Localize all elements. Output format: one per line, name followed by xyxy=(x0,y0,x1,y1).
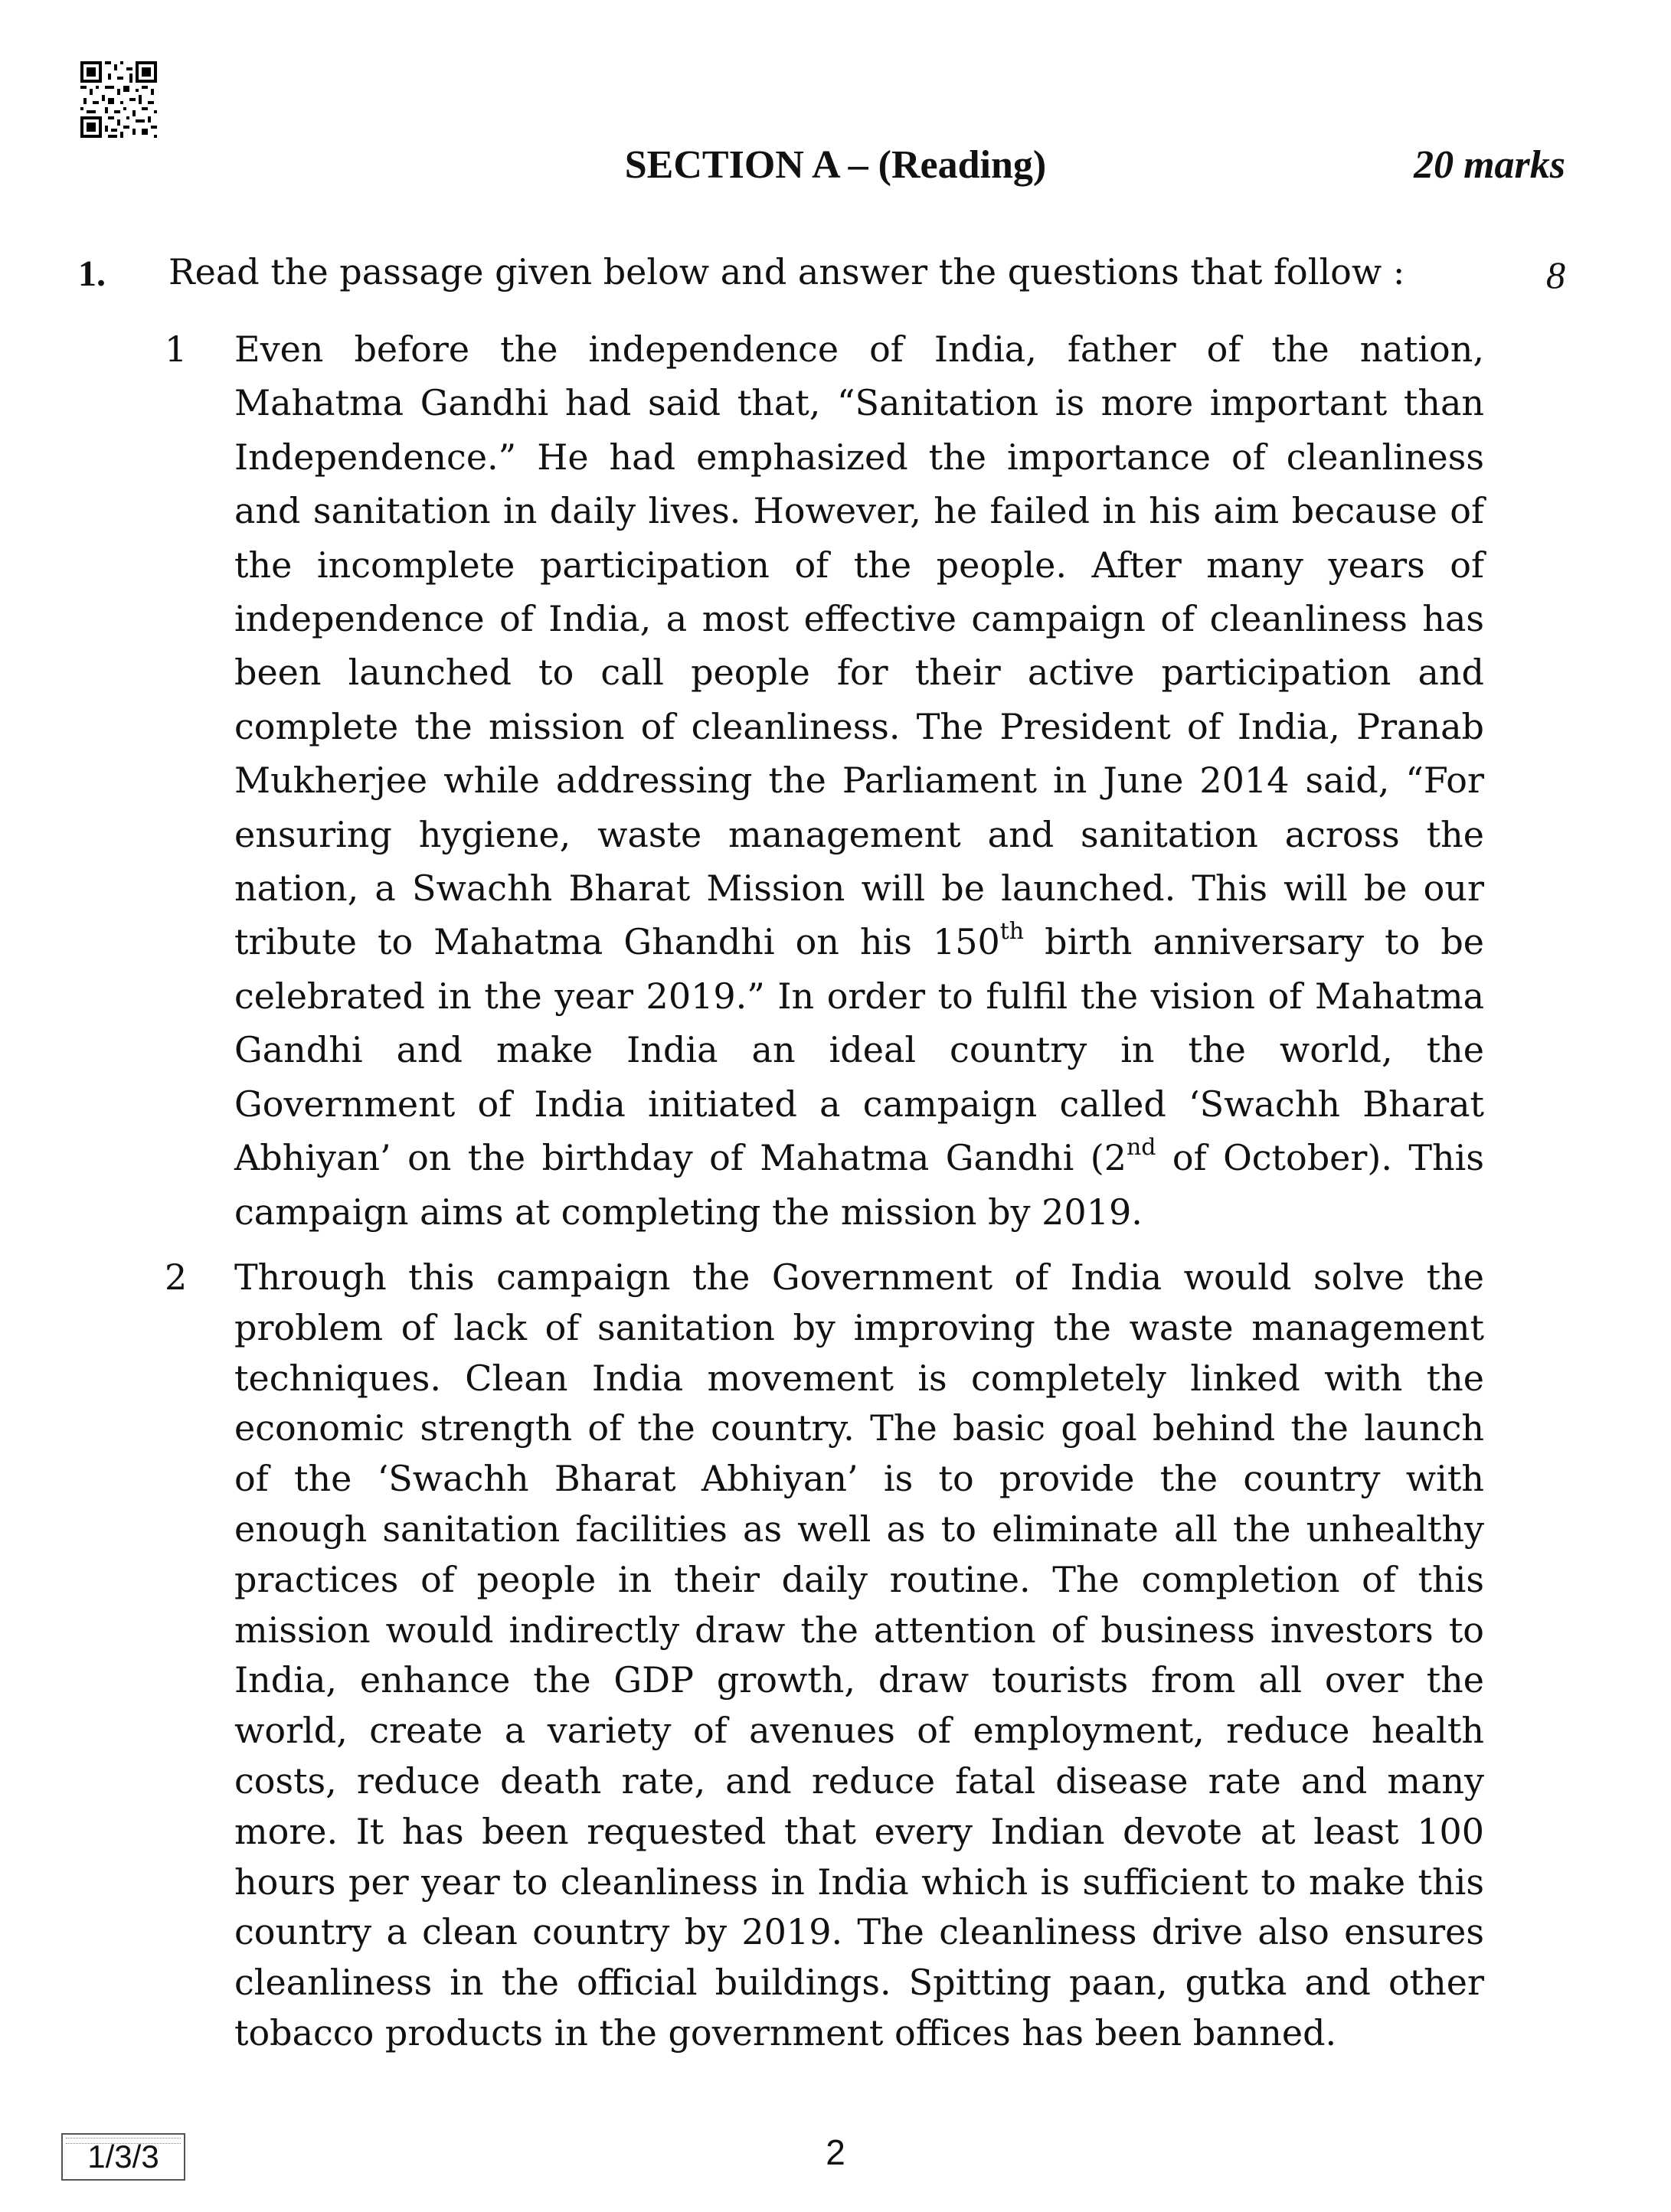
passage-paragraph-2: Through this campaign the Government of India would solve the problem of lack of sanitation by improving the waste management techniques. Clean India movement is completely linked with the economic strength of the country. The basic goal behind the launch of the ‘Swachh Bharat Abhiyan’ is to provide the country with enough sanitation facilities as well as to eliminate all the unhealthy practices of people in their daily routine. The completion of this mission would indirectly draw the attention of business investors to India, enhance the GDP growth, draw tourists from all over the world, create a variety of avenues of employment, reduce health costs, reduce death rate, and reduce fatal disease rate and many more. It has been requested that every Indian devote at least 100 hours per year to cleanliness in India which is sufficient to make this country a clean country by 2019. The cleanliness drive also ensures cleanliness in the official buildings. Spitting paan, gutka and other tobacco products in the government offices has been banned. xyxy=(234,1256,1484,2054)
question-marks: 8 xyxy=(1546,253,1565,296)
section-title: SECTION A – (Reading) xyxy=(624,143,1047,187)
paper-code: 1/3/3 xyxy=(87,2138,159,2174)
paragraph-number-2: 2 xyxy=(165,1256,188,1298)
qr-code-icon xyxy=(80,61,158,138)
page-number: 2 xyxy=(826,2132,845,2172)
superscript-nd: nd xyxy=(1126,1134,1156,1162)
paragraph-1-text-a: Even before the independence of India, father of the nation, Mahatma Gandhi had said that, “Sanitation is more important than Independence.” He had emphasized the importance of cleanliness and sanitation in daily lives. However, he failed in his aim because of the incomplete participation of the people. After many years of independence of India, a most effective campaign of cleanliness has been launched to call people for their active participation and complete the mission of cleanliness. The President of India, Pranab Mukherjee while addressing the Parliament in June 2014 said, “For ensuring hygiene, waste management and sanitation across the nation, a Swachh Bharat Mission will be launched. This will be our tribute to Mahatma Ghandhi on his 150 xyxy=(234,328,1484,963)
question-instruction: Read the passage given below and answer the questions that follow : xyxy=(168,251,1405,292)
paragraph-number-1: 1 xyxy=(165,328,188,370)
paragraph-1-text-b: birth anniversary to be celebrated in the year 2019.” In order to fulfil the vision of Mahatma Gandhi and make India an ideal country in the world, the Government of India initiated a campaign called ‘Swachh Bharat Abhiyan’ on the birthday of Mahatma Gandhi (2 xyxy=(234,921,1484,1179)
section-marks: 20 marks xyxy=(1414,143,1565,187)
question-number: 1. xyxy=(78,253,106,294)
paragraph-1-text-c: of October). This campaign aims at completing the mission by 2019. xyxy=(234,1137,1484,1233)
passage-paragraph-1 xyxy=(234,322,1484,1239)
superscript-th: th xyxy=(999,918,1025,946)
